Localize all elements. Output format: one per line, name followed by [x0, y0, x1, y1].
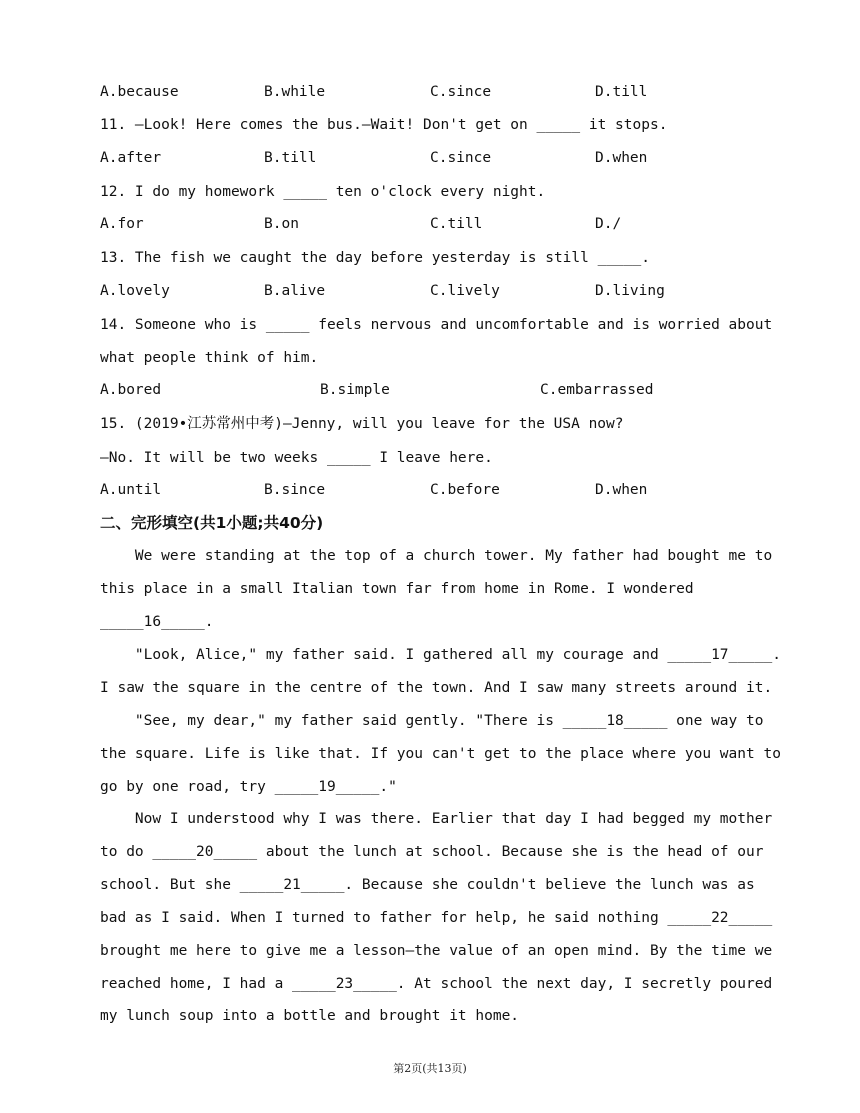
q13-stem: 13. The fish we caught the day before yesterday is still _____. [100, 250, 650, 266]
q11-options [0, 148, 760, 168]
q12-options [0, 214, 760, 234]
q14-stem-line-2: what people think of him. [100, 350, 319, 366]
q10-option-a: A.because [100, 84, 179, 100]
passage-line: go by one road, try _____19_____." [100, 779, 397, 795]
q12-stem: 12. I do my homework _____ ten o'clock every night. [100, 184, 546, 200]
q13-option-b: B.alive [264, 283, 326, 299]
q11-option-d: D.when [595, 150, 648, 166]
q12-option-a: A.for [100, 216, 144, 232]
passage-line: my lunch soup into a bottle and brought it home. [100, 1008, 520, 1024]
passage-line: "See, my dear," my father said gently. "There is _____18_____ one way to [100, 713, 764, 729]
q15-stem-line-2: —No. It will be two weeks _____ I leave here. [100, 450, 493, 466]
passage-line: reached home, I had a _____23_____. At school the next day, I secretly poured [100, 976, 773, 992]
q13-option-d: D.living [595, 283, 665, 299]
passage-line: "Look, Alice," my father said. I gathered all my courage and _____17_____. [100, 647, 781, 663]
passage-line: We were standing at the top of a church tower. My father had bought me to [100, 548, 773, 564]
q10-option-b: B.while [264, 84, 326, 100]
q12-option-d: D./ [595, 216, 622, 232]
q15-stem-line-1: 15. (2019•江苏常州中考)—Jenny, will you leave for the USA now? [100, 416, 624, 432]
page-footer: 第2页(共13页) [393, 1062, 467, 1075]
q10-options [0, 82, 760, 102]
q13-option-a: A.lovely [100, 283, 170, 299]
passage-line: school. But she _____21_____. Because she couldn't believe the lunch was as [100, 877, 755, 893]
q15-option-a: A.until [100, 482, 162, 498]
passage-line: brought me here to give me a lesson—the value of an open mind. By the time we [100, 943, 773, 959]
q12-option-c: C.till [430, 216, 483, 232]
passage-line: bad as I said. When I turned to father for help, he said nothing _____22_____ [100, 910, 773, 926]
q12-option-b: B.on [264, 216, 299, 232]
passage-line: Now I understood why I was there. Earlier that day I had begged my mother [100, 811, 773, 827]
q10-option-d: D.till [595, 84, 648, 100]
q15-option-b: B.since [264, 482, 326, 498]
passage-line: this place in a small Italian town far from home in Rome. I wondered [100, 581, 694, 597]
q14-option-c: C.embarrassed [540, 382, 654, 398]
q15-options [0, 480, 760, 500]
q14-option-b: B.simple [320, 382, 390, 398]
q11-option-c: C.since [430, 150, 492, 166]
q11-stem: 11. —Look! Here comes the bus.—Wait! Don't get on _____ it stops. [100, 117, 668, 133]
q13-option-c: C.lively [430, 283, 500, 299]
q15-option-c: C.before [430, 482, 500, 498]
q14-stem-line-1: 14. Someone who is _____ feels nervous and uncomfortable and is worried about [100, 317, 773, 333]
passage-line: to do _____20_____ about the lunch at school. Because she is the head of our [100, 844, 764, 860]
q14-option-a: A.bored [100, 382, 162, 398]
q11-option-b: B.till [264, 150, 317, 166]
q10-option-c: C.since [430, 84, 492, 100]
passage-line: I saw the square in the centre of the town. And I saw many streets around it. [100, 680, 773, 696]
passage-line: the square. Life is like that. If you can't get to the place where you want to [100, 746, 781, 762]
q15-option-d: D.when [595, 482, 648, 498]
q13-options [0, 281, 760, 301]
q14-options [0, 380, 760, 400]
section-heading: 二、完形填空(共1小题;共40分) [100, 514, 324, 532]
q11-option-a: A.after [100, 150, 162, 166]
passage-line: _____16_____. [100, 614, 214, 630]
